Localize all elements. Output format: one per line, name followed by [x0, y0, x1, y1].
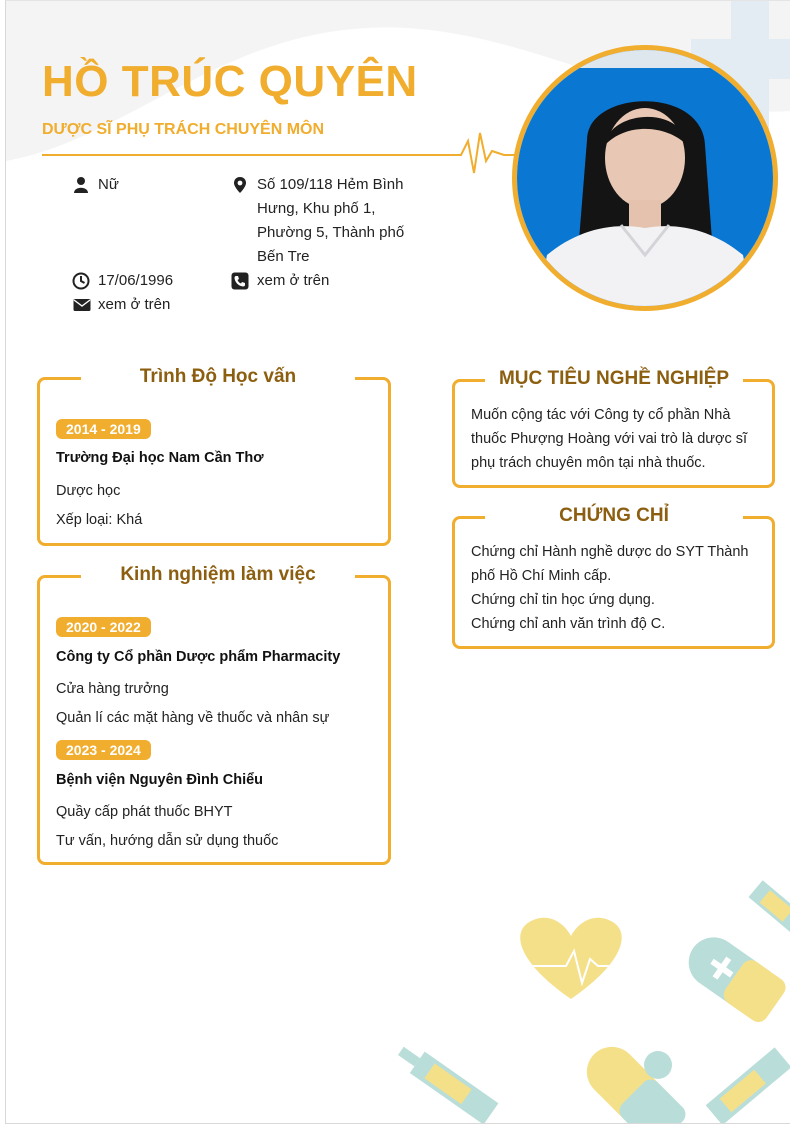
certificate-item: Chứng chỉ tin học ứng dụng.	[471, 592, 655, 608]
education-period-badge: 2014 - 2019	[56, 419, 151, 439]
school-name: Trường Đại học Nam Cần Thơ	[56, 450, 264, 466]
objective-heading: MỤC TIÊU NGHỀ NGHIỆP	[485, 368, 743, 390]
syringe-icon	[393, 1040, 498, 1123]
experience-company: Công ty Cổ phần Dược phẩm Pharmacity	[56, 649, 341, 665]
experience-description: Tư vấn, hướng dẫn sử dụng thuốc	[56, 833, 279, 849]
experience-section	[37, 564, 391, 865]
avatar	[517, 50, 773, 306]
candidate-name: HỒ TRÚC QUYÊN	[42, 57, 418, 106]
envelope-icon	[72, 296, 92, 314]
certificates-section	[452, 505, 775, 649]
certificates-list	[471, 540, 766, 636]
address-value: Số 109/118 Hẻm Bình Hưng, Khu phố 1, Phường 5, Thành phố Bến Tre	[257, 176, 405, 265]
user-icon	[72, 176, 90, 194]
experience-company: Bệnh viện Nguyên Đình Chiểu	[56, 772, 264, 788]
objective-text: Muốn cộng tác với Công ty cổ phần Nhà thuốc Phượng Hoàng với vai trò là dược sĩ phụ trách chuyên môn tại nhà thuốc.	[471, 407, 748, 471]
email-value: xem ở trên	[98, 296, 171, 313]
education-heading: Trình Độ Học vấn	[81, 366, 355, 388]
syringe-icon	[749, 880, 790, 948]
resume-page	[5, 0, 790, 1124]
experience-role: Cửa hàng trưởng	[56, 681, 169, 697]
certificate-item: Chứng chỉ anh văn trình độ C.	[471, 616, 666, 632]
capsule-icon	[679, 928, 790, 1026]
heartbeat-line	[42, 133, 516, 173]
certificates-heading: CHỨNG CHỈ	[485, 505, 743, 527]
experience-role: Quầy cấp phát thuốc BHYT	[56, 804, 233, 820]
map-marker-icon	[231, 176, 249, 194]
experience-period-badge: 2020 - 2022	[56, 617, 151, 637]
experience-period-badge: 2023 - 2024	[56, 740, 151, 760]
birthday-value: 17/06/1996	[98, 272, 174, 289]
certificate-item: Chứng chỉ Hành nghề dược do SYT Thành phố Hồ Chí Minh cấp.	[471, 544, 749, 584]
clock-icon	[72, 272, 90, 290]
syringe-icon	[706, 1047, 790, 1123]
education-section	[37, 366, 391, 546]
education-major: Dược học	[56, 483, 121, 499]
portrait-image	[517, 50, 773, 306]
education-grade: Xếp loại: Khá	[56, 512, 143, 528]
objective-section	[452, 368, 775, 488]
heart-pulse-icon	[520, 918, 621, 999]
capsule-icon	[577, 1037, 690, 1123]
pill-icon	[644, 1051, 672, 1079]
experience-heading: Kinh nghiệm làm việc	[81, 564, 355, 586]
phone-icon	[231, 272, 249, 290]
job-title: DƯỢC SĨ PHỤ TRÁCH CHUYÊN MÔN	[42, 121, 325, 138]
gender-value: Nữ	[98, 176, 119, 193]
experience-description: Quản lí các mặt hàng về thuốc và nhân sự	[56, 710, 330, 726]
phone-value: xem ở trên	[257, 272, 330, 289]
